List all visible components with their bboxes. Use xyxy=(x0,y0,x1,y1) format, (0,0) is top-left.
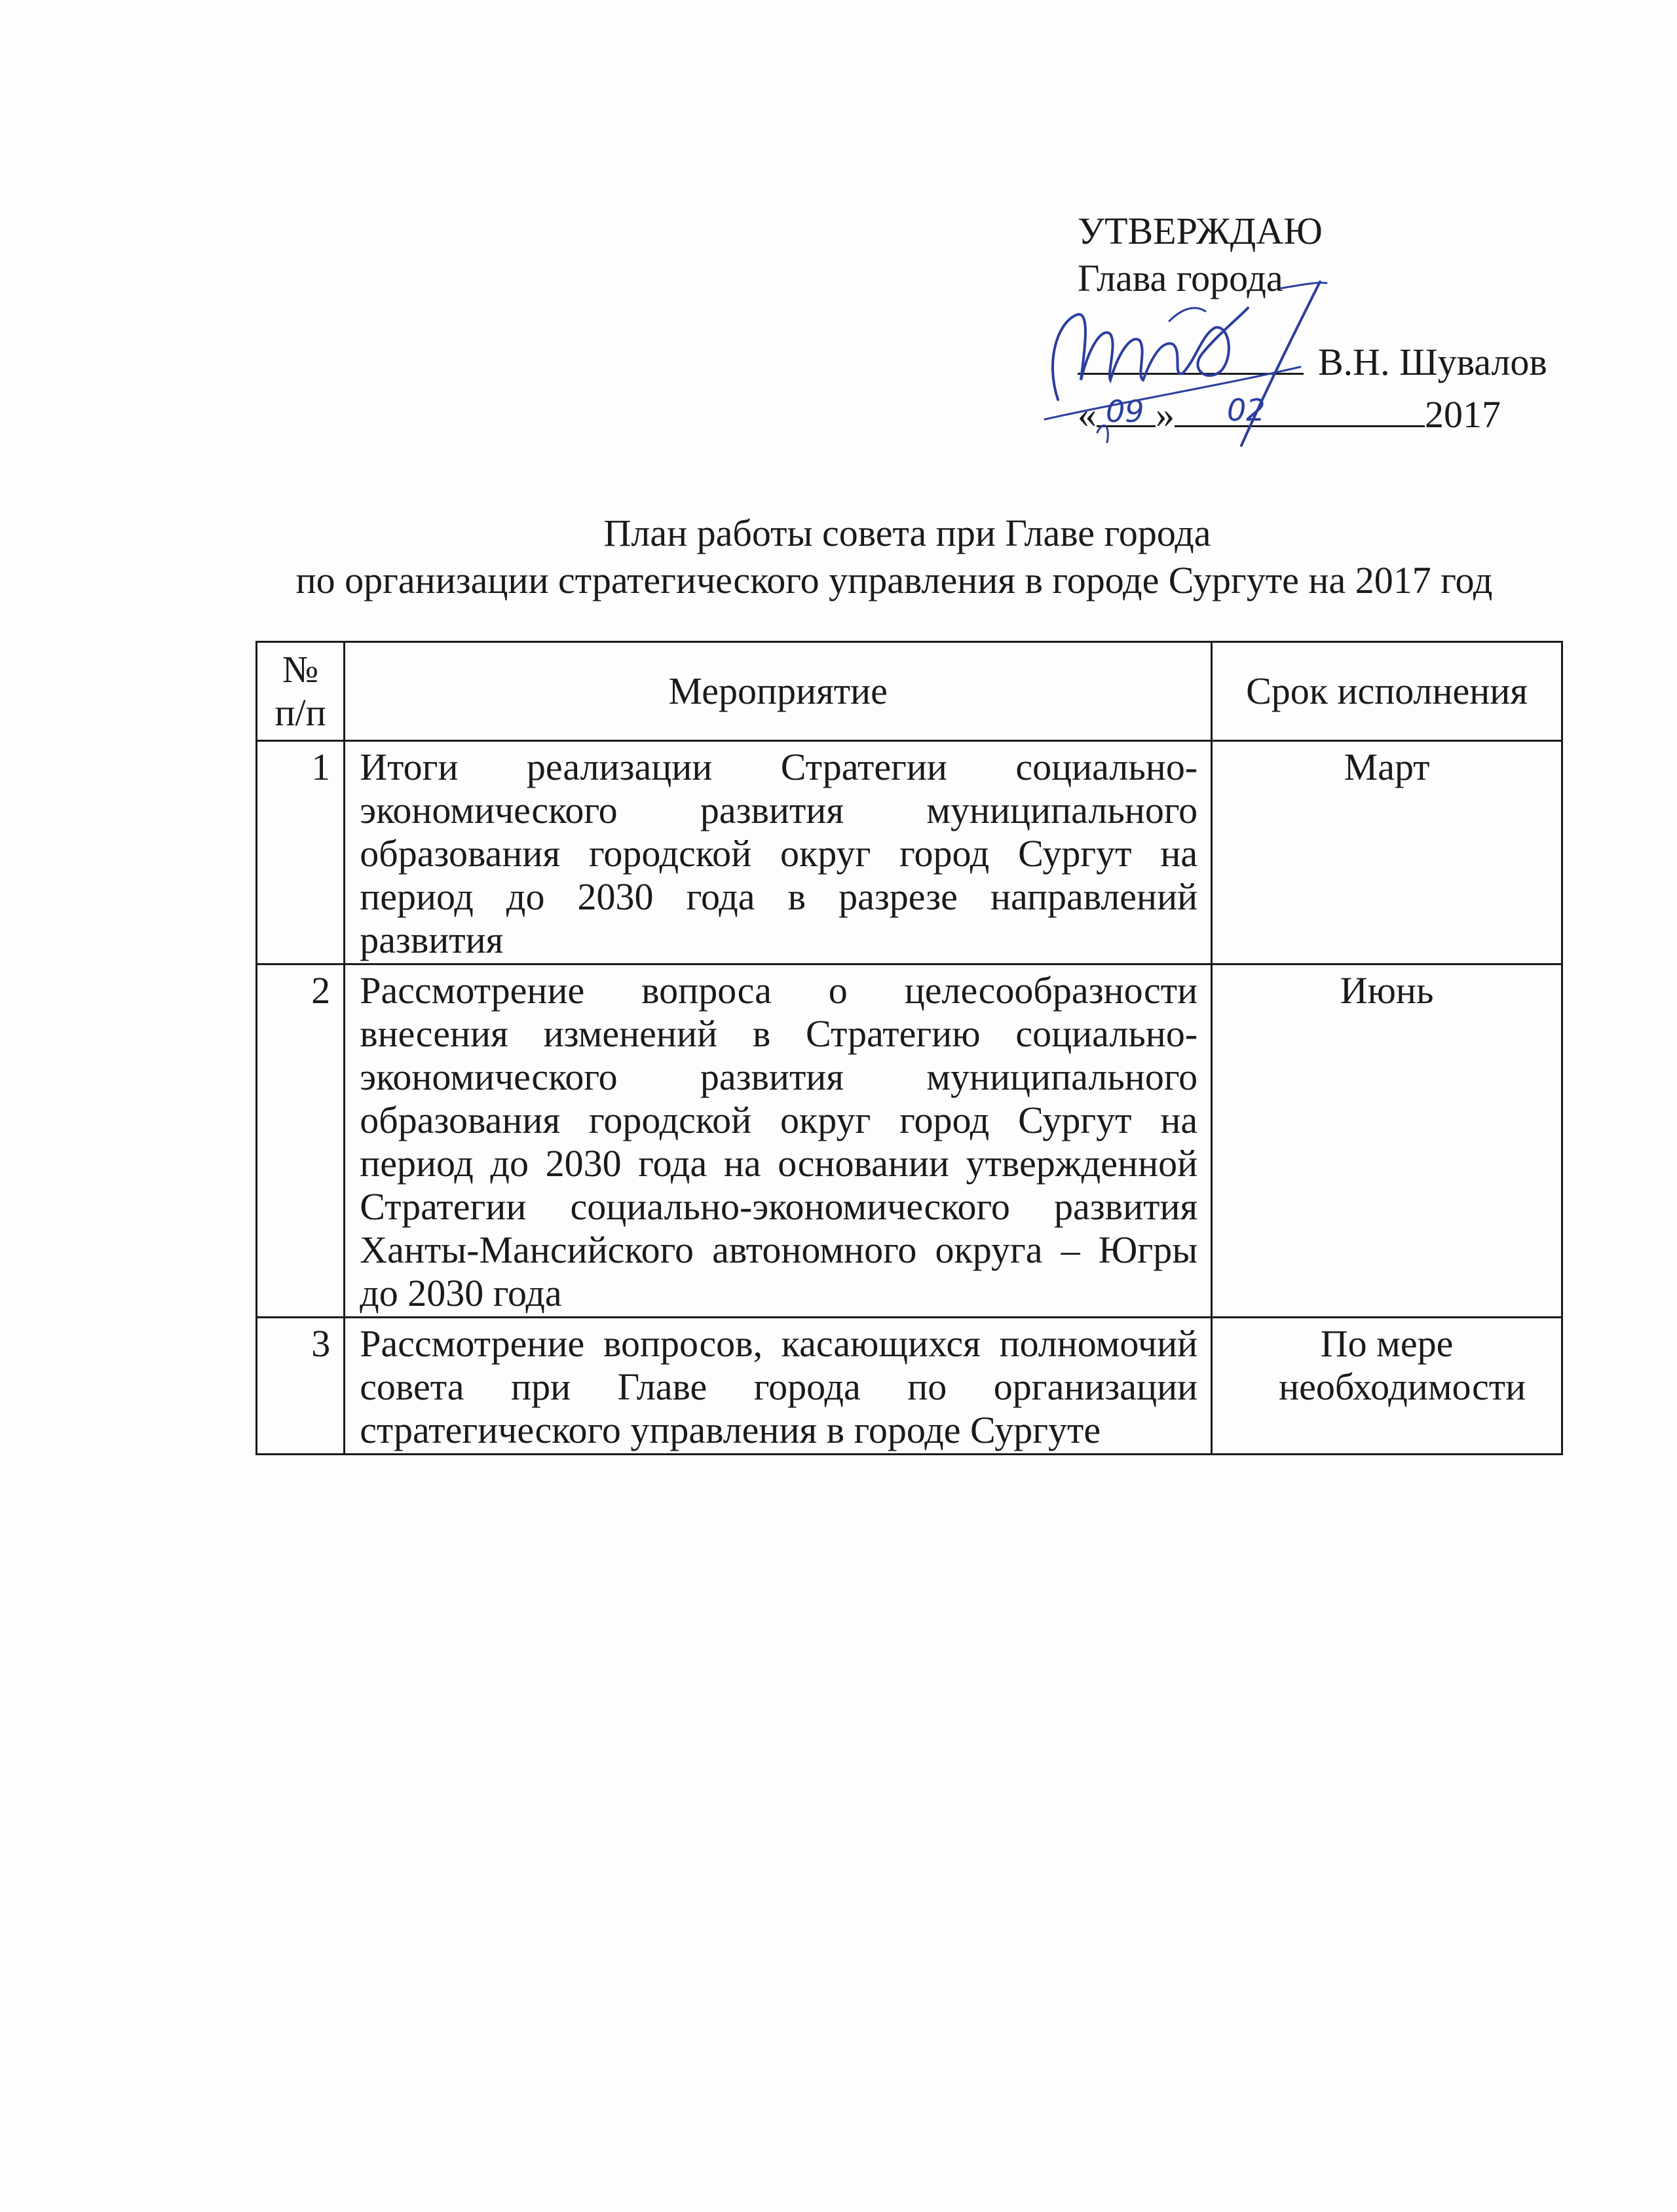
row-term-text: По мере необходимости xyxy=(1279,1322,1526,1408)
signatory-name: В.Н. Шувалов xyxy=(1318,341,1547,383)
row-term: Июнь xyxy=(1212,964,1562,1318)
date-close-quote: » xyxy=(1156,393,1175,436)
handwritten-signature xyxy=(1019,262,1346,459)
header-num xyxy=(257,642,345,741)
row-event: Рассмотрение вопроса о целесообразности внесения изменений в Стратегию социально-экономического развития муниципального образования городской округ город Сургут на период до 2030 года на основании утвержденной Стратегии социально-экономического развития Ханты-Мансийского автономного округа – Югры до 2030 года xyxy=(345,964,1212,1318)
title-line-1: План работы совета при Главе города xyxy=(603,512,1211,554)
row-event: Итоги реализации Стратегии социально-экономического развития муниципального образования городской округ город Сургут на период до 2030 года в разрезе направлений развития xyxy=(345,741,1212,964)
month-handwritten: 02 xyxy=(1227,392,1266,428)
plan-table xyxy=(255,641,1563,1455)
table-header-row xyxy=(257,642,1562,741)
date-year: 2017 xyxy=(1425,393,1501,436)
date-open-quote: « xyxy=(1078,393,1097,436)
title-line-2: по организации стратегического управления в городе Сургуте на 2017 год xyxy=(295,559,1493,601)
document-title xyxy=(0,510,1677,604)
day-handwritten: 09 xyxy=(1106,394,1144,429)
header-term: Срок исполнения xyxy=(1212,642,1562,741)
row-num: 2 xyxy=(257,964,345,1318)
table-row xyxy=(257,741,1562,964)
row-event: Рассмотрение вопросов, касающихся полномочий совета при Главе города по организации стратегического управления в городе Сургуте xyxy=(345,1318,1212,1455)
approval-position: Глава города xyxy=(1078,257,1283,299)
row-term xyxy=(1212,1318,1562,1455)
approval-heading: УТВЕРЖДАЮ xyxy=(1078,210,1323,252)
row-num: 3 xyxy=(257,1318,345,1455)
header-event: Мероприятие xyxy=(345,642,1212,741)
row-term: Март xyxy=(1212,741,1562,964)
row-num: 1 xyxy=(257,741,345,964)
table-row xyxy=(257,1318,1562,1455)
table-row xyxy=(257,964,1562,1318)
header-num-label: № п/п xyxy=(274,648,326,734)
